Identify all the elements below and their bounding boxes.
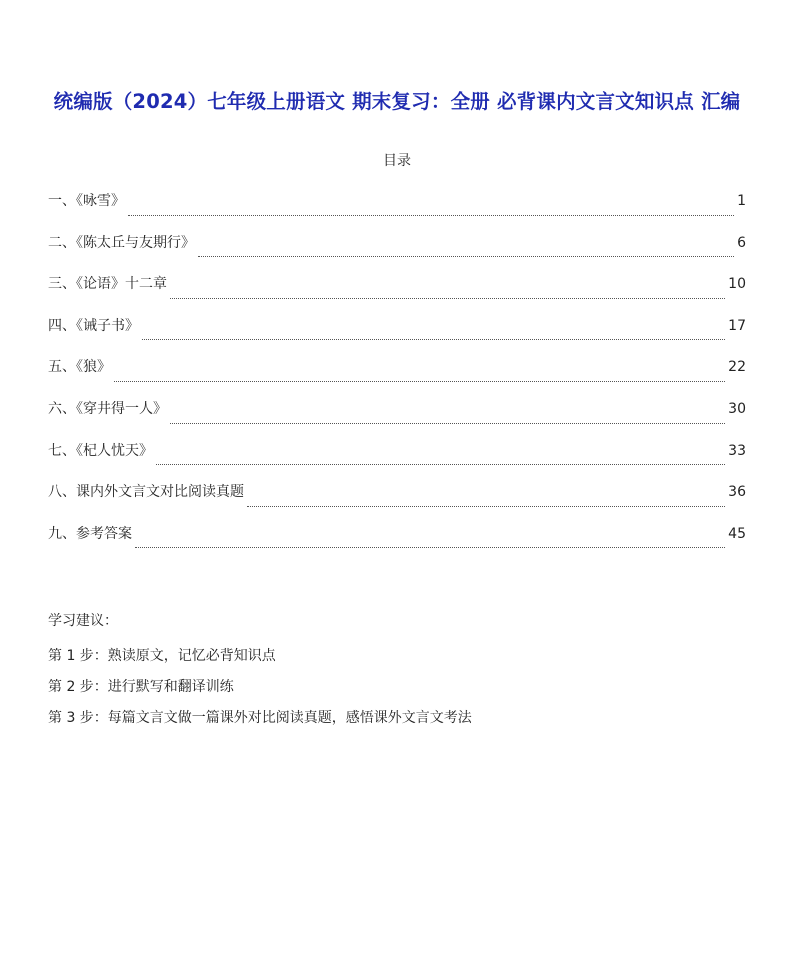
toc-entry-page: 10: [728, 276, 746, 293]
toc-entry-page: 30: [728, 400, 746, 417]
toc-entry-label: 三、《论语》十二章: [48, 276, 167, 293]
toc-entry-6[interactable]: [48, 398, 746, 440]
toc-entry-3[interactable]: [48, 273, 746, 315]
dot-leader: [114, 380, 725, 382]
table-of-contents: [48, 190, 746, 564]
study-step-1: 第 1 步：熟读原文，记忆必背知识点: [48, 648, 276, 664]
dot-leader: [198, 255, 734, 257]
toc-entry-page: 22: [728, 359, 746, 376]
toc-entry-4[interactable]: [48, 315, 746, 357]
toc-entry-page: 6: [737, 234, 746, 251]
study-step-3: 第 3 步：每篇文言文做一篇课外对比阅读真题，感悟课外文言文考法: [48, 710, 472, 726]
toc-entry-label: 九、参考答案: [48, 525, 132, 542]
toc-entry-page: 36: [728, 484, 746, 501]
toc-heading: 目录: [383, 153, 411, 169]
toc-entry-2[interactable]: [48, 232, 746, 274]
toc-entry-1[interactable]: [48, 190, 746, 232]
toc-entry-label: 五、《狼》: [48, 359, 111, 376]
dot-leader: [156, 463, 725, 465]
toc-entry-9[interactable]: [48, 523, 746, 565]
dot-leader: [142, 338, 725, 340]
toc-entry-page: 17: [728, 317, 746, 334]
toc-entry-5[interactable]: [48, 356, 746, 398]
toc-entry-page: 33: [728, 442, 746, 459]
toc-entry-label: 四、《诫子书》: [48, 317, 139, 334]
dot-leader: [170, 297, 725, 299]
study-advice: [48, 610, 748, 739]
toc-entry-label: 七、《杞人忧天》: [48, 442, 153, 459]
toc-entry-label: 一、《咏雪》: [48, 193, 125, 209]
toc-entry-label: 六、《穿井得一人》: [48, 400, 167, 417]
study-advice-title: 学习建议：: [48, 613, 118, 629]
dot-leader: [128, 214, 734, 216]
toc-entry-page: 1: [737, 193, 746, 209]
study-step-2: 第 2 步：进行默写和翻译训练: [48, 679, 234, 695]
toc-entry-page: 45: [728, 525, 746, 542]
toc-entry-label: 八、课内外文言文对比阅读真题: [48, 484, 244, 501]
toc-entry-label: 二、《陈太丘与友期行》: [48, 234, 195, 251]
dot-leader: [170, 422, 725, 424]
toc-entry-8[interactable]: [48, 481, 746, 523]
dot-leader: [247, 505, 725, 507]
dot-leader: [135, 546, 725, 548]
document-title: 统编版（2024）七年级上册语文 期末复习：全册 必背课内文言文知识点 汇编: [53, 90, 741, 113]
toc-entry-7[interactable]: [48, 440, 746, 482]
